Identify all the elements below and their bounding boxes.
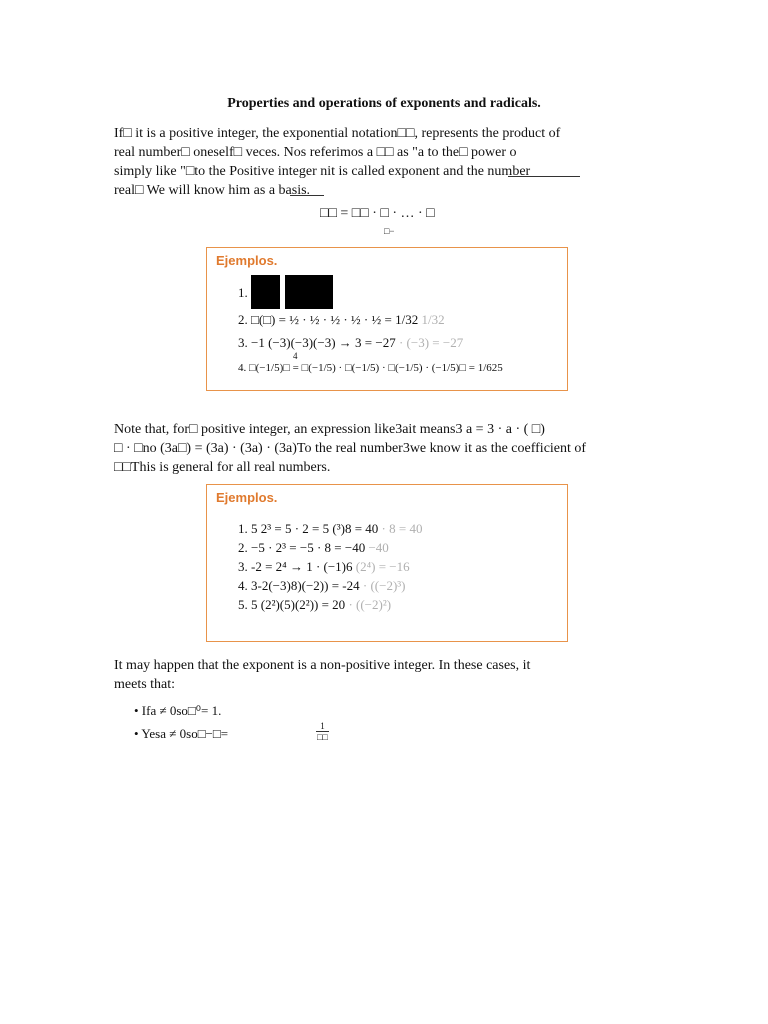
examples-box-1: [206, 247, 568, 391]
bullet-text: • Yesa ≠ 0so□−□=: [134, 726, 229, 741]
redaction-block: [251, 275, 280, 309]
example-ghost-text: · ((−2)²): [348, 597, 392, 612]
example-ghost-text: −40: [368, 540, 389, 555]
example-item-2: [238, 540, 389, 556]
example-exponent: 4: [293, 351, 298, 361]
formula-main: □□ = □□ · □ · … · □: [320, 206, 435, 221]
example-label: 5.: [238, 597, 248, 612]
example-label: 1.: [238, 285, 248, 300]
middle-paragraph: [114, 420, 604, 477]
example-label: 2.: [238, 312, 248, 327]
formula-subscript: □−: [384, 226, 395, 236]
redaction-block: [285, 275, 333, 309]
examples-heading: Ejemplos.: [216, 253, 278, 268]
example-item-4: [238, 578, 406, 594]
example-item-5: [238, 597, 391, 613]
definition-formula: [320, 206, 470, 242]
example-item-2: [238, 312, 445, 328]
example-text: -2 = 2⁴ → 1 · (−1)6: [251, 559, 353, 574]
example-item-1: [238, 285, 248, 301]
intro-line: real□ We will know him as a basis.: [114, 183, 311, 198]
bullet-item-negative-exponent: [134, 726, 228, 742]
underline-mark: [290, 195, 324, 196]
example-ghost-text: · 8 = 40: [381, 521, 423, 536]
example-ghost-text: · ((−2)³): [362, 578, 406, 593]
intro-line: simply like "□to the Positive integer nit is called exponent and the number: [114, 164, 531, 179]
example-label: 3.: [238, 559, 248, 574]
lower-paragraph: [114, 656, 604, 694]
bullet-item-zero-exponent: [134, 703, 221, 719]
underline-mark: [508, 176, 580, 177]
lower-line: It may happen that the exponent is a non-positive integer. In these cases, it: [114, 658, 531, 673]
example-item-3: [238, 335, 463, 351]
middle-line: □ · □no (3a□) = (3a) · (3a) · (3a)To the real number3we know it as the coefficient of: [114, 441, 587, 456]
example-label: 1.: [238, 521, 248, 536]
example-item-3: [238, 559, 410, 575]
examples-box-2: [206, 484, 568, 642]
fraction-denominator: □□: [317, 732, 328, 742]
example-label: 4.: [238, 578, 248, 593]
example-text: □(□) = ½ · ½ · ½ · ½ · ½ = 1/32: [251, 312, 419, 327]
examples-heading: Ejemplos.: [216, 490, 278, 505]
fraction-numerator: 1: [316, 721, 329, 732]
example-text: 5 (2²)(5)(2²)) = 20: [251, 597, 346, 612]
intro-line: real number□ oneself□ veces. Nos referimos a □□ as "a to the□ power o: [114, 145, 517, 160]
example-text: −5 · 2³ = −5 · 8 = −40: [251, 540, 366, 555]
example-text: 5 2³ = 5 · 2 = 5 (³)8 = 40: [251, 521, 379, 536]
example-item-1: [238, 521, 422, 537]
intro-paragraph: [114, 124, 604, 200]
example-label: 3.: [238, 335, 248, 350]
example-ghost-text: (2⁴) = −16: [355, 559, 410, 574]
example-text: □(−1/5)□ = □(−1/5) · □(−1/5) · □(−1/5) · (−1/5)□ = 1/625: [249, 362, 503, 374]
lower-line: meets that:: [114, 677, 176, 692]
intro-line: If□ it is a positive integer, the exponential notation□□, represents the product of: [114, 126, 561, 141]
example-item-4: [238, 362, 503, 374]
middle-line: Note that, for□ positive integer, an expression like3ait means3 a = 3 · a · ( □): [114, 422, 545, 437]
example-text: −1 (−3)(−3)(−3) → 3 = −27: [251, 335, 396, 350]
example-label: 4.: [238, 362, 247, 374]
example-label: 2.: [238, 540, 248, 555]
reciprocal-fraction: [316, 721, 329, 742]
page-title: Properties and operations of exponents and radicals.: [227, 96, 541, 111]
example-text: 3-2(−3)8)(−2)) = -24: [251, 578, 360, 593]
example-ghost-text: 1/32: [421, 312, 445, 327]
example-ghost-text: · (−3) = −27: [398, 335, 464, 350]
middle-line: □□This is general for all real numbers.: [114, 460, 331, 475]
bullet-text: • Ifa ≠ 0so□⁰= 1.: [134, 703, 222, 718]
